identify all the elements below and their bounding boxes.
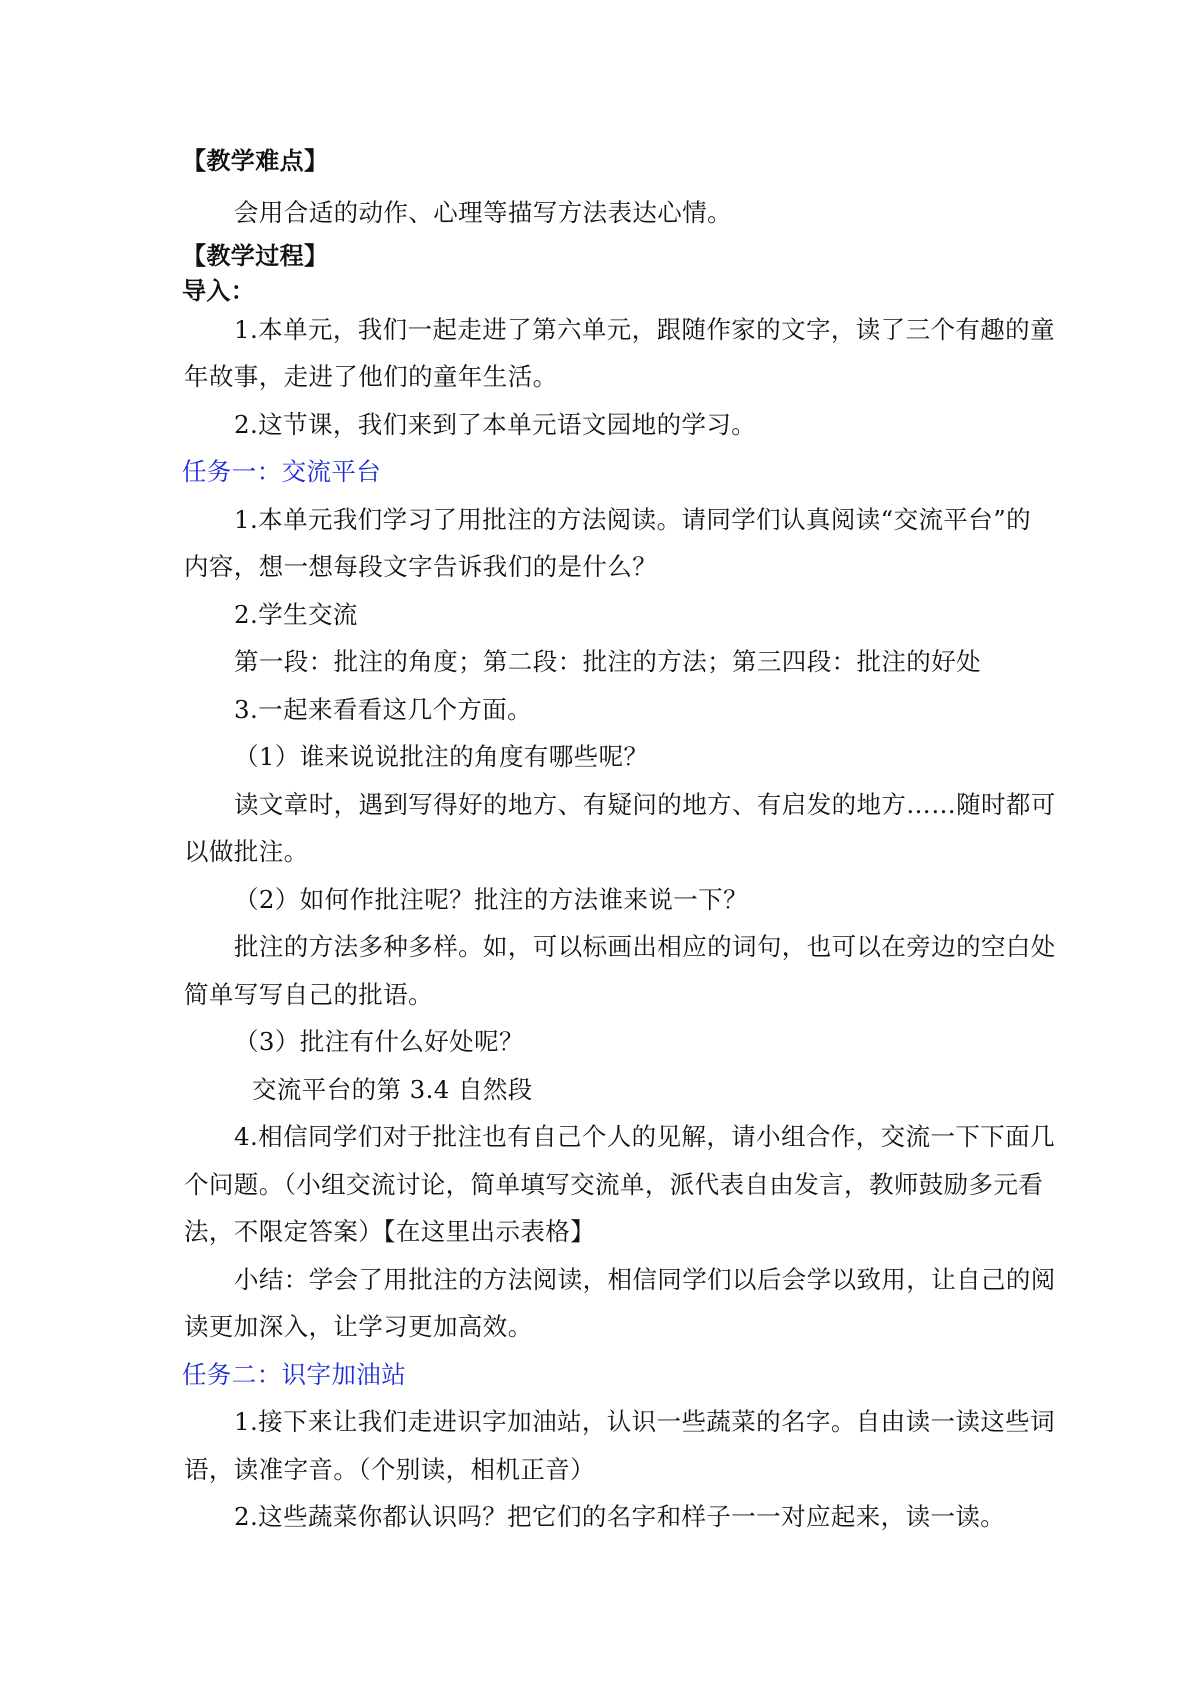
task1-summary-line-2: 读更加深入，让学习更加高效。: [184, 1312, 533, 1341]
intro-item-1-line-1: 1.本单元，我们一起走进了第六单元，跟随作家的文字，读了三个有趣的童: [234, 315, 1055, 344]
task1-item-2-detail: 第一段：批注的角度；第二段：批注的方法；第三四段：批注的好处: [234, 647, 981, 676]
intro-item-1-line-2: 年故事，走进了他们的童年生活。: [184, 362, 558, 391]
task1-answer-1-line-1: 读文章时，遇到写得好的地方、有疑问的地方、有启发的地方……随时都可: [234, 790, 1056, 819]
task1-answer-1-line-2: 以做批注。: [184, 837, 309, 866]
task2-item-1-line-1: 1.接下来让我们走进识字加油站，认识一些蔬菜的名字。自由读一读这些词: [234, 1407, 1055, 1436]
task1-item-3: 3.一起来看看这几个方面。: [234, 695, 533, 724]
task1-item-4-line-3: 法，不限定答案）【在这里出示表格】: [184, 1217, 596, 1246]
task-two-heading: 任务二：识字加油站: [182, 1360, 407, 1389]
difficulty-text: 会用合适的动作、心理等描写方法表达心情。: [234, 198, 732, 227]
task1-item-4-line-2: 个问题。（小组交流讨论，简单填写交流单，派代表自由发言，教师鼓励多元看: [184, 1170, 1044, 1199]
intro-item-2: 2.这节课，我们来到了本单元语文园地的学习。: [234, 410, 757, 439]
task1-answer-3: 交流平台的第 3.4 自然段: [252, 1075, 533, 1104]
intro-label: 导入：: [182, 277, 256, 305]
task1-item-1-line-1: 1.本单元我们学习了用批注的方法阅读。请同学们认真阅读“交流平台”的: [234, 505, 1032, 534]
task2-item-2: 2.这些蔬菜你都认识吗？把它们的名字和样子一一对应起来，读一读。: [234, 1502, 1006, 1531]
task1-question-2: （2）如何作批注呢？批注的方法谁来说一下？: [234, 885, 748, 914]
task1-item-1-line-2: 内容，想一想每段文字告诉我们的是什么？: [184, 552, 658, 581]
task1-answer-2-line-2: 简单写写自己的批语。: [184, 980, 433, 1009]
task-one-heading: 任务一：交流平台: [182, 457, 382, 486]
task2-item-1-line-2: 语，读准字音。（个别读，相机正音）: [184, 1455, 596, 1484]
heading-teaching-process: 【教学过程】: [182, 242, 329, 270]
task1-question-3: （3）批注有什么好处呢？: [234, 1027, 524, 1056]
task1-item-4-line-1: 4.相信同学们对于批注也有自己个人的见解，请小组合作，交流一下下面几: [234, 1122, 1055, 1151]
heading-teaching-difficulty: 【教学难点】: [182, 147, 329, 175]
task1-question-1: （1）谁来说说批注的角度有哪些呢？: [234, 742, 649, 771]
task1-summary-line-1: 小结：学会了用批注的方法阅读，相信同学们以后会学以致用，让自己的阅: [234, 1265, 1056, 1294]
task1-answer-2-line-1: 批注的方法多种多样。如，可以标画出相应的词句，也可以在旁边的空白处: [234, 932, 1056, 961]
task1-item-2: 2.学生交流: [234, 600, 358, 629]
